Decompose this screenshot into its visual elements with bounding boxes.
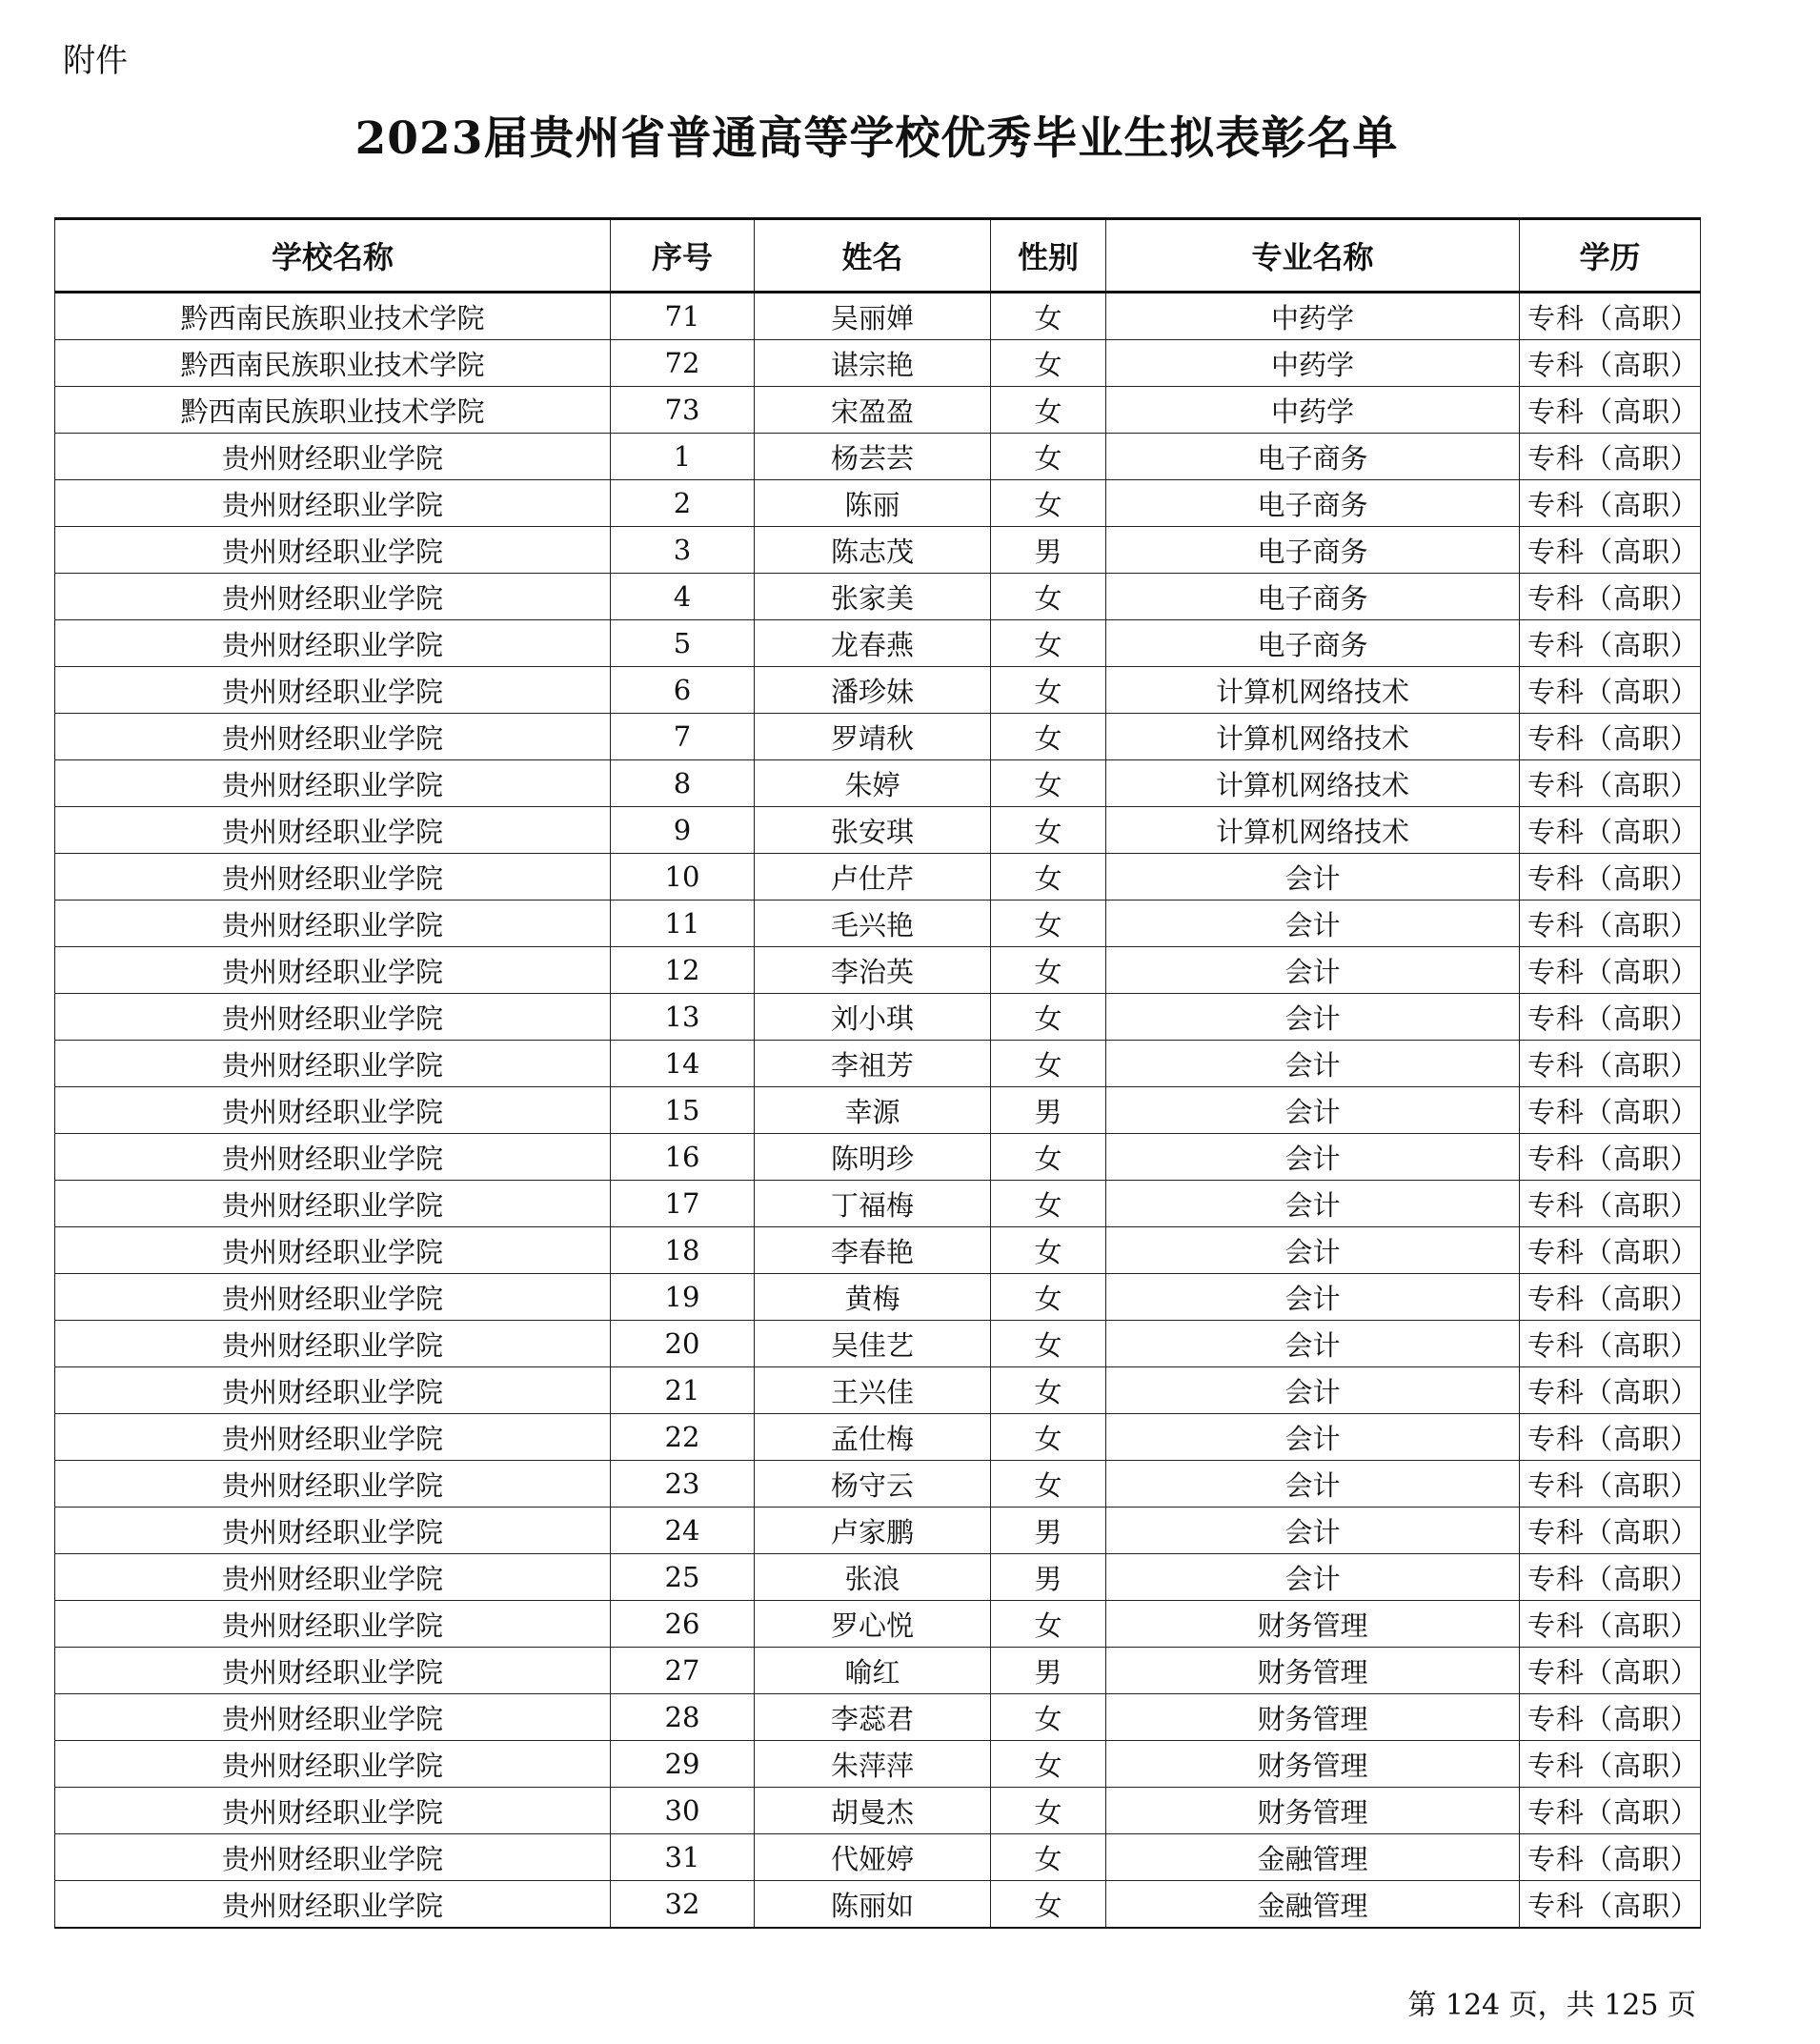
- number-cell: 7: [611, 714, 755, 760]
- school-cell: 贵州财经职业学院: [55, 1367, 611, 1414]
- header-number: 序号: [611, 219, 755, 293]
- school-cell: 贵州财经职业学院: [55, 1414, 611, 1461]
- major-cell: 会计: [1106, 1087, 1520, 1134]
- major-cell: 电子商务: [1106, 480, 1520, 527]
- table-row: [55, 340, 1701, 387]
- number-cell: 26: [611, 1601, 755, 1648]
- name-cell: 卢仕芹: [755, 854, 991, 901]
- table-row: [55, 293, 1701, 340]
- gender-cell: 女: [991, 1461, 1106, 1508]
- gender-cell: 女: [991, 667, 1106, 714]
- gender-cell: 男: [991, 1648, 1106, 1694]
- major-cell: 计算机网络技术: [1106, 667, 1520, 714]
- number-cell: 11: [611, 901, 755, 947]
- gender-cell: 女: [991, 947, 1106, 994]
- name-cell: 陈丽: [755, 480, 991, 527]
- page-title: 2023届贵州省普通高等学校优秀毕业生拟表彰名单: [354, 112, 1399, 165]
- education-cell: 专科（高职）: [1520, 947, 1701, 994]
- school-cell: 贵州财经职业学院: [55, 574, 611, 620]
- number-cell: 19: [611, 1274, 755, 1321]
- name-cell: 王兴佳: [755, 1367, 991, 1414]
- gender-cell: 女: [991, 1834, 1106, 1881]
- major-cell: 中药学: [1106, 340, 1520, 387]
- gender-cell: 女: [991, 1227, 1106, 1274]
- number-cell: 16: [611, 1134, 755, 1181]
- table-row: [55, 480, 1701, 527]
- number-cell: 29: [611, 1741, 755, 1788]
- table-row: [55, 1087, 1701, 1134]
- school-cell: 贵州财经职业学院: [55, 1788, 611, 1834]
- major-cell: 计算机网络技术: [1106, 714, 1520, 760]
- education-cell: 专科（高职）: [1520, 340, 1701, 387]
- school-cell: 贵州财经职业学院: [55, 1694, 611, 1741]
- education-cell: 专科（高职）: [1520, 1834, 1701, 1881]
- name-cell: 李春艳: [755, 1227, 991, 1274]
- gender-cell: 女: [991, 714, 1106, 760]
- name-cell: 李蕊君: [755, 1694, 991, 1741]
- name-cell: 喻红: [755, 1648, 991, 1694]
- number-cell: 13: [611, 994, 755, 1041]
- number-cell: 31: [611, 1834, 755, 1881]
- education-cell: 专科（高职）: [1520, 1181, 1701, 1227]
- number-cell: 18: [611, 1227, 755, 1274]
- name-cell: 吴丽婵: [755, 293, 991, 340]
- major-cell: 电子商务: [1106, 620, 1520, 667]
- gender-cell: 男: [991, 527, 1106, 574]
- number-cell: 23: [611, 1461, 755, 1508]
- school-cell: 贵州财经职业学院: [55, 1554, 611, 1601]
- table-row: [55, 1834, 1701, 1881]
- number-cell: 14: [611, 1041, 755, 1087]
- name-cell: 宋盈盈: [755, 387, 991, 434]
- name-cell: 卢家鹏: [755, 1508, 991, 1554]
- table-row: [55, 947, 1701, 994]
- major-cell: 财务管理: [1106, 1601, 1520, 1648]
- gender-cell: 女: [991, 1321, 1106, 1367]
- major-cell: 财务管理: [1106, 1694, 1520, 1741]
- name-cell: 代娅婷: [755, 1834, 991, 1881]
- school-cell: 贵州财经职业学院: [55, 667, 611, 714]
- number-cell: 1: [611, 434, 755, 480]
- name-cell: 张家美: [755, 574, 991, 620]
- name-cell: 潘珍妹: [755, 667, 991, 714]
- header-gender: 性别: [991, 219, 1106, 293]
- table-row: [55, 1601, 1701, 1648]
- gender-cell: 女: [991, 807, 1106, 854]
- name-cell: 陈志茂: [755, 527, 991, 574]
- table-row: [55, 994, 1701, 1041]
- gender-cell: 女: [991, 480, 1106, 527]
- name-cell: 罗心悦: [755, 1601, 991, 1648]
- gender-cell: 女: [991, 901, 1106, 947]
- table-row: [55, 1041, 1701, 1087]
- gender-cell: 女: [991, 1741, 1106, 1788]
- header-school: 学校名称: [55, 219, 611, 293]
- number-cell: 5: [611, 620, 755, 667]
- major-cell: 会计: [1106, 1321, 1520, 1367]
- education-cell: 专科（高职）: [1520, 434, 1701, 480]
- education-cell: 专科（高职）: [1520, 667, 1701, 714]
- number-cell: 32: [611, 1881, 755, 1929]
- table-row: [55, 387, 1701, 434]
- education-cell: 专科（高职）: [1520, 901, 1701, 947]
- gender-cell: 女: [991, 1414, 1106, 1461]
- number-cell: 12: [611, 947, 755, 994]
- education-cell: 专科（高职）: [1520, 1414, 1701, 1461]
- school-cell: 贵州财经职业学院: [55, 1321, 611, 1367]
- major-cell: 会计: [1106, 901, 1520, 947]
- header-major: 专业名称: [1106, 219, 1520, 293]
- table-row: [55, 667, 1701, 714]
- gender-cell: 女: [991, 1881, 1106, 1929]
- school-cell: 贵州财经职业学院: [55, 1134, 611, 1181]
- name-cell: 张安琪: [755, 807, 991, 854]
- school-cell: 贵州财经职业学院: [55, 760, 611, 807]
- education-cell: 专科（高职）: [1520, 620, 1701, 667]
- number-cell: 73: [611, 387, 755, 434]
- education-cell: 专科（高职）: [1520, 1601, 1701, 1648]
- education-cell: 专科（高职）: [1520, 1134, 1701, 1181]
- education-cell: 专科（高职）: [1520, 1741, 1701, 1788]
- number-cell: 24: [611, 1508, 755, 1554]
- gender-cell: 女: [991, 1601, 1106, 1648]
- number-cell: 6: [611, 667, 755, 714]
- school-cell: 贵州财经职业学院: [55, 714, 611, 760]
- number-cell: 21: [611, 1367, 755, 1414]
- name-cell: 张浪: [755, 1554, 991, 1601]
- school-cell: 黔西南民族职业技术学院: [55, 387, 611, 434]
- table-row: [55, 527, 1701, 574]
- education-cell: 专科（高职）: [1520, 1367, 1701, 1414]
- school-cell: 贵州财经职业学院: [55, 480, 611, 527]
- gender-cell: 女: [991, 1367, 1106, 1414]
- number-cell: 27: [611, 1648, 755, 1694]
- education-cell: 专科（高职）: [1520, 1087, 1701, 1134]
- gender-cell: 女: [991, 434, 1106, 480]
- education-cell: 专科（高职）: [1520, 854, 1701, 901]
- name-cell: 杨守云: [755, 1461, 991, 1508]
- education-cell: 专科（高职）: [1520, 1508, 1701, 1554]
- name-cell: 胡曼杰: [755, 1788, 991, 1834]
- major-cell: 计算机网络技术: [1106, 807, 1520, 854]
- education-cell: 专科（高职）: [1520, 1554, 1701, 1601]
- school-cell: 贵州财经职业学院: [55, 1741, 611, 1788]
- major-cell: 财务管理: [1106, 1788, 1520, 1834]
- gender-cell: 女: [991, 994, 1106, 1041]
- header-education: 学历: [1520, 219, 1701, 293]
- education-cell: 专科（高职）: [1520, 1648, 1701, 1694]
- name-cell: 陈丽如: [755, 1881, 991, 1929]
- number-cell: 20: [611, 1321, 755, 1367]
- table-row: [55, 1788, 1701, 1834]
- number-cell: 30: [611, 1788, 755, 1834]
- major-cell: 金融管理: [1106, 1834, 1520, 1881]
- name-cell: 龙春燕: [755, 620, 991, 667]
- school-cell: 贵州财经职业学院: [55, 1087, 611, 1134]
- table-row: [55, 807, 1701, 854]
- number-cell: 25: [611, 1554, 755, 1601]
- major-cell: 电子商务: [1106, 574, 1520, 620]
- name-cell: 朱萍萍: [755, 1741, 991, 1788]
- major-cell: 电子商务: [1106, 434, 1520, 480]
- gender-cell: 女: [991, 1694, 1106, 1741]
- table-row: [55, 1134, 1701, 1181]
- header-name: 姓名: [755, 219, 991, 293]
- school-cell: 贵州财经职业学院: [55, 1274, 611, 1321]
- education-cell: 专科（高职）: [1520, 807, 1701, 854]
- number-cell: 10: [611, 854, 755, 901]
- major-cell: 会计: [1106, 1181, 1520, 1227]
- major-cell: 会计: [1106, 1227, 1520, 1274]
- major-cell: 财务管理: [1106, 1648, 1520, 1694]
- number-cell: 8: [611, 760, 755, 807]
- school-cell: 贵州财经职业学院: [55, 620, 611, 667]
- gender-cell: 女: [991, 620, 1106, 667]
- education-cell: 专科（高职）: [1520, 1694, 1701, 1741]
- education-cell: 专科（高职）: [1520, 1041, 1701, 1087]
- school-cell: 贵州财经职业学院: [55, 1461, 611, 1508]
- major-cell: 会计: [1106, 947, 1520, 994]
- gender-cell: 女: [991, 1181, 1106, 1227]
- education-cell: 专科（高职）: [1520, 1788, 1701, 1834]
- education-cell: 专科（高职）: [1520, 574, 1701, 620]
- table-row: [55, 1414, 1701, 1461]
- education-cell: 专科（高职）: [1520, 1227, 1701, 1274]
- number-cell: 3: [611, 527, 755, 574]
- major-cell: 会计: [1106, 1274, 1520, 1321]
- major-cell: 会计: [1106, 1508, 1520, 1554]
- gender-cell: 女: [991, 760, 1106, 807]
- table-row: [55, 1741, 1701, 1788]
- name-cell: 丁福梅: [755, 1181, 991, 1227]
- table-row: [55, 1648, 1701, 1694]
- education-cell: 专科（高职）: [1520, 1321, 1701, 1367]
- major-cell: 会计: [1106, 1554, 1520, 1601]
- table-row: [55, 1321, 1701, 1367]
- table-row: [55, 854, 1701, 901]
- table-row: [55, 1881, 1701, 1929]
- major-cell: 财务管理: [1106, 1741, 1520, 1788]
- major-cell: 金融管理: [1106, 1881, 1520, 1929]
- number-cell: 22: [611, 1414, 755, 1461]
- graduate-roster-table: [54, 217, 1701, 1929]
- name-cell: 陈明珍: [755, 1134, 991, 1181]
- name-cell: 幸源: [755, 1087, 991, 1134]
- school-cell: 贵州财经职业学院: [55, 901, 611, 947]
- gender-cell: 女: [991, 293, 1106, 340]
- major-cell: 会计: [1106, 1134, 1520, 1181]
- name-cell: 谌宗艳: [755, 340, 991, 387]
- table-row: [55, 1227, 1701, 1274]
- name-cell: 刘小琪: [755, 994, 991, 1041]
- number-cell: 9: [611, 807, 755, 854]
- school-cell: 贵州财经职业学院: [55, 1648, 611, 1694]
- school-cell: 贵州财经职业学院: [55, 1508, 611, 1554]
- school-cell: 贵州财经职业学院: [55, 1227, 611, 1274]
- name-cell: 孟仕梅: [755, 1414, 991, 1461]
- name-cell: 李治英: [755, 947, 991, 994]
- school-cell: 贵州财经职业学院: [55, 527, 611, 574]
- table-row: [55, 574, 1701, 620]
- gender-cell: 男: [991, 1554, 1106, 1601]
- name-cell: 杨芸芸: [755, 434, 991, 480]
- school-cell: 贵州财经职业学院: [55, 434, 611, 480]
- major-cell: 电子商务: [1106, 527, 1520, 574]
- number-cell: 15: [611, 1087, 755, 1134]
- table-row: [55, 901, 1701, 947]
- page-number-footer: 第 124 页，共 125 页: [1407, 1989, 1696, 2022]
- school-cell: 贵州财经职业学院: [55, 1834, 611, 1881]
- table-row: [55, 760, 1701, 807]
- major-cell: 计算机网络技术: [1106, 760, 1520, 807]
- major-cell: 会计: [1106, 854, 1520, 901]
- table-row: [55, 714, 1701, 760]
- education-cell: 专科（高职）: [1520, 293, 1701, 340]
- school-cell: 贵州财经职业学院: [55, 1041, 611, 1087]
- name-cell: 罗靖秋: [755, 714, 991, 760]
- gender-cell: 女: [991, 854, 1106, 901]
- number-cell: 28: [611, 1694, 755, 1741]
- gender-cell: 女: [991, 387, 1106, 434]
- table-row: [55, 1508, 1701, 1554]
- number-cell: 72: [611, 340, 755, 387]
- school-cell: 贵州财经职业学院: [55, 1601, 611, 1648]
- major-cell: 会计: [1106, 1414, 1520, 1461]
- table-row: [55, 1461, 1701, 1508]
- education-cell: 专科（高职）: [1520, 387, 1701, 434]
- table-row: [55, 1181, 1701, 1227]
- education-cell: 专科（高职）: [1520, 994, 1701, 1041]
- gender-cell: 女: [991, 1041, 1106, 1087]
- education-cell: 专科（高职）: [1520, 1461, 1701, 1508]
- table-row: [55, 1694, 1701, 1741]
- gender-cell: 女: [991, 1274, 1106, 1321]
- number-cell: 4: [611, 574, 755, 620]
- major-cell: 会计: [1106, 1367, 1520, 1414]
- gender-cell: 女: [991, 1788, 1106, 1834]
- gender-cell: 女: [991, 574, 1106, 620]
- school-cell: 贵州财经职业学院: [55, 854, 611, 901]
- name-cell: 黄梅: [755, 1274, 991, 1321]
- education-cell: 专科（高职）: [1520, 480, 1701, 527]
- school-cell: 黔西南民族职业技术学院: [55, 293, 611, 340]
- gender-cell: 女: [991, 340, 1106, 387]
- name-cell: 吴佳艺: [755, 1321, 991, 1367]
- gender-cell: 女: [991, 1134, 1106, 1181]
- school-cell: 贵州财经职业学院: [55, 947, 611, 994]
- major-cell: 中药学: [1106, 387, 1520, 434]
- school-cell: 贵州财经职业学院: [55, 994, 611, 1041]
- table-row: [55, 620, 1701, 667]
- major-cell: 中药学: [1106, 293, 1520, 340]
- table-row: [55, 434, 1701, 480]
- education-cell: 专科（高职）: [1520, 1881, 1701, 1929]
- school-cell: 贵州财经职业学院: [55, 1881, 611, 1929]
- number-cell: 71: [611, 293, 755, 340]
- gender-cell: 男: [991, 1508, 1106, 1554]
- major-cell: 会计: [1106, 1461, 1520, 1508]
- major-cell: 会计: [1106, 994, 1520, 1041]
- number-cell: 2: [611, 480, 755, 527]
- name-cell: 毛兴艳: [755, 901, 991, 947]
- number-cell: 17: [611, 1181, 755, 1227]
- school-cell: 贵州财经职业学院: [55, 1181, 611, 1227]
- education-cell: 专科（高职）: [1520, 1274, 1701, 1321]
- table-row: [55, 1367, 1701, 1414]
- school-cell: 贵州财经职业学院: [55, 807, 611, 854]
- education-cell: 专科（高职）: [1520, 760, 1701, 807]
- major-cell: 会计: [1106, 1041, 1520, 1087]
- education-cell: 专科（高职）: [1520, 714, 1701, 760]
- school-cell: 黔西南民族职业技术学院: [55, 340, 611, 387]
- gender-cell: 男: [991, 1087, 1106, 1134]
- attachment-label: 附件: [63, 42, 128, 80]
- table-body: [55, 293, 1701, 1929]
- name-cell: 李祖芳: [755, 1041, 991, 1087]
- name-cell: 朱婷: [755, 760, 991, 807]
- education-cell: 专科（高职）: [1520, 527, 1701, 574]
- table-header-row: [55, 219, 1701, 293]
- table-row: [55, 1274, 1701, 1321]
- table-row: [55, 1554, 1701, 1601]
